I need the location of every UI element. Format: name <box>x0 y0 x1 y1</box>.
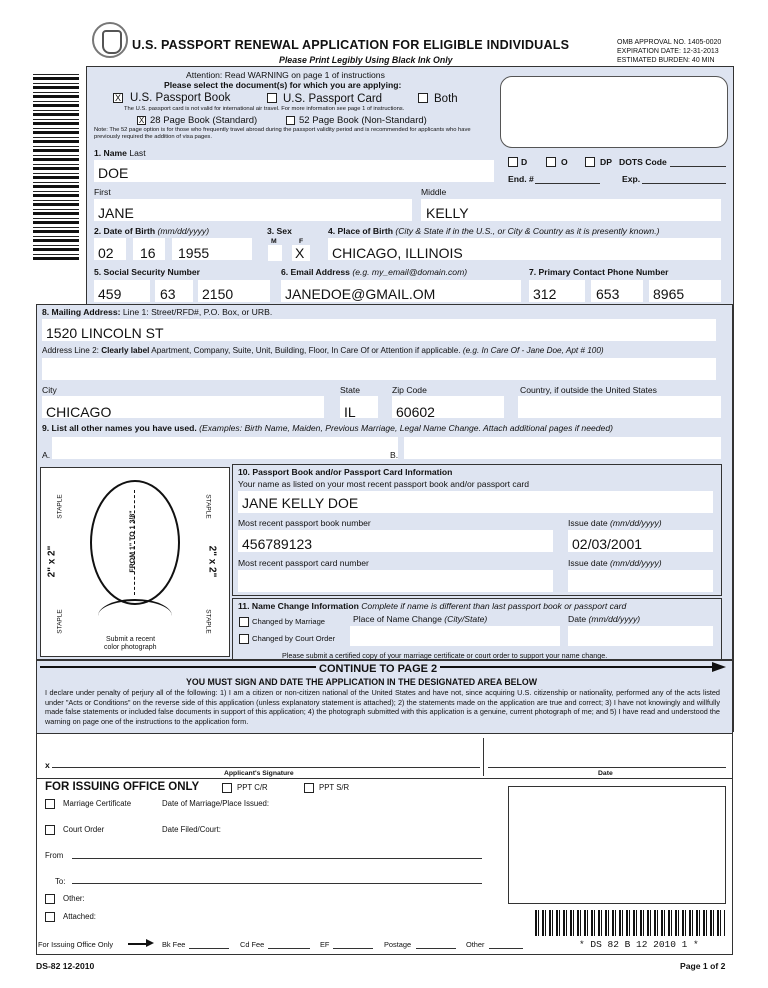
passport-card-checkbox[interactable] <box>267 93 277 103</box>
marriage-cert-checkbox[interactable] <box>45 799 55 809</box>
book-issue-label: Issue date (mm/dd/yyyy) <box>568 518 662 528</box>
first-name-label: First <box>94 187 111 197</box>
office-dp-label: DP <box>600 157 612 167</box>
postage-line[interactable] <box>416 948 456 949</box>
office-d-checkbox[interactable] <box>508 157 518 167</box>
other-checkbox[interactable] <box>45 894 55 904</box>
book-number-value: 456789123 <box>242 536 313 552</box>
form-subtitle: Please Print Legibly Using Black Ink Only <box>279 55 453 65</box>
name-change-label: 11. Name Change Information Complete if name is different than last passport book or passport card <box>238 601 627 611</box>
28-page-checkbox[interactable]: X <box>138 116 145 125</box>
court-order-label: Court Order <box>63 825 105 834</box>
sex-f-label: F <box>299 238 304 245</box>
dob-year-value: 1955 <box>178 245 210 261</box>
staple-top-right: STAPLE <box>204 494 212 519</box>
passport-card-label: U.S. Passport Card <box>283 93 383 105</box>
city-value: CHICAGO <box>46 404 112 420</box>
end-label: End. # <box>508 174 534 184</box>
28-page-label: 28 Page Book (Standard) <box>150 115 258 126</box>
continue-text: CONTINUE TO PAGE 2 <box>316 663 440 675</box>
phone-line-value: 8965 <box>653 286 685 302</box>
photo-shoulders <box>98 599 172 633</box>
end-line <box>535 183 600 184</box>
office-separator <box>36 778 733 779</box>
address-line2-label: Address Line 2: Clearly label Apartment, Company, Suite, Unit, Building, Floor, In Care Of or Attention if applicable. (e.g. In Care Of - Jane Doe, Apt # 100) <box>42 346 604 355</box>
signature-x: x <box>45 760 50 770</box>
head-size-note: FROM 1" TO 1 3/8" <box>129 510 137 573</box>
mailing-label: 8. Mailing Address: Line 1: Street/RFD#, P.O. Box, or URB. <box>42 307 273 317</box>
court-date-label: Date Filed/Court: <box>162 825 221 834</box>
signature-label: Applicant's Signature <box>224 770 294 777</box>
select-document-text: Please select the document(s) for which you are applying: <box>164 80 402 90</box>
middle-name-value: KELLY <box>426 205 469 221</box>
office-o-checkbox[interactable] <box>546 157 556 167</box>
changed-by-court-checkbox[interactable] <box>239 634 249 644</box>
office-stamp-box <box>508 786 726 904</box>
attached-checkbox[interactable] <box>45 912 55 922</box>
last-name-field[interactable] <box>94 160 494 182</box>
middle-name-label: Middle <box>421 187 447 197</box>
photo-caption-1: Submit a recent <box>106 636 156 643</box>
book-issue-value: 02/03/2001 <box>572 536 643 552</box>
fees-arrow-line <box>128 943 148 945</box>
dob-month-value: 02 <box>98 245 114 261</box>
court-order-checkbox[interactable] <box>45 825 55 835</box>
staple-bottom-left: STAPLE <box>56 609 64 634</box>
side-barcode <box>33 72 79 260</box>
ef-label: EF <box>320 940 330 949</box>
office-o-label: O <box>561 157 568 167</box>
to-label: To: <box>55 877 66 886</box>
date-change-label: Date (mm/dd/yyyy) <box>568 614 641 624</box>
last-name-value: DOE <box>98 165 129 181</box>
place-change-field[interactable] <box>350 626 560 646</box>
omb-number: OMB APPROVAL NO. 1405-0020 <box>617 39 722 46</box>
pob-value: CHICAGO, ILLINOIS <box>332 245 463 261</box>
zip-label: Zip Code <box>392 385 427 395</box>
other-name-b-label: B. <box>390 450 399 460</box>
page-number: Page 1 of 2 <box>680 961 726 971</box>
changed-by-marriage-checkbox[interactable] <box>239 617 249 627</box>
size-left: 2" x 2" <box>46 545 58 578</box>
state-label: State <box>340 385 361 395</box>
passport-book-label: U.S. Passport Book <box>130 92 231 104</box>
ppt-cr-checkbox[interactable] <box>222 783 232 793</box>
bk-fee-line[interactable] <box>189 948 229 949</box>
omb-burden: ESTIMATED BURDEN: 40 MIN <box>617 57 715 64</box>
52-page-label: 52 Page Book (Non-Standard) <box>299 115 427 126</box>
other-name-b-field[interactable] <box>404 437 721 459</box>
other-fee-label: Other <box>466 940 485 949</box>
ef-line[interactable] <box>333 948 373 949</box>
book-number-label: Most recent passport book number <box>238 518 371 528</box>
exp-line <box>642 183 726 184</box>
omb-expiration: EXPIRATION DATE: 12-31-2013 <box>617 48 719 55</box>
fees-arrow-icon <box>146 939 154 947</box>
other-names-label: 9. List all other names you have used. (Examples: Birth Name, Maiden, Previous Marriage, Legal Name Change. Attach additional pages if needed) <box>42 423 613 433</box>
marriage-date-label: Date of Marriage/Place Issued: <box>162 799 270 808</box>
passport-name-hint: Your name as listed on your most recent passport book and/or passport card <box>238 479 530 489</box>
passport-name-value: JANE KELLY DOE <box>242 495 359 511</box>
name-section-label: 1. Name Last <box>94 148 146 158</box>
52-page-checkbox[interactable] <box>286 116 295 125</box>
card-issue-field[interactable] <box>568 570 713 592</box>
name-change-note: Please submit a certified copy of your marriage certificate or court order to support your name change. <box>282 651 608 660</box>
ppt-cr-label: PPT C/R <box>237 783 268 792</box>
card-number-field[interactable] <box>238 570 553 592</box>
place-change-label: Place of Name Change (City/State) <box>353 614 488 624</box>
ppt-sr-checkbox[interactable] <box>304 783 314 793</box>
office-d-label: D <box>521 157 528 167</box>
ssn-label: 5. Social Security Number <box>94 267 201 277</box>
dob-day-value: 16 <box>140 245 156 261</box>
office-title: FOR ISSUING OFFICE ONLY <box>45 781 200 793</box>
dob-label: 2. Date of Birth (mm/dd/yyyy) <box>94 226 210 236</box>
address-line1-value: 1520 LINCOLN ST <box>46 325 164 341</box>
signature-line[interactable] <box>52 767 480 768</box>
phone-prefix-value: 653 <box>596 286 620 302</box>
form-barcode <box>535 910 725 936</box>
passport-book-checkbox[interactable]: X <box>114 93 121 103</box>
declaration-text: I declare under penalty of perjury all of the following: 1) I am a citizen or non-citizen national of the United States and have not, since acquiring U.S. citizenship or nationality, performed any of the acts listed under "Acts or Conditions" on the reverse side of this application (unless explanatory statement is attached); 2) the statements made on the application are true and correct; 3) I have not knowingly and willfully made false statements or included false documents in support of this application; 4) the photograph submitted with this application is a genuine, current photograph of me; and 5) I have read and understood the warning on page one of the instructions to the application form. <box>45 688 720 726</box>
dots-code-label: DOTS Code <box>619 157 667 167</box>
other-label: Other: <box>63 894 85 903</box>
fees-label: For Issuing Office Only <box>38 940 114 949</box>
continue-arrow-icon <box>712 662 726 672</box>
date-line[interactable] <box>488 767 726 768</box>
both-label: Both <box>434 93 458 105</box>
state-value: IL <box>344 404 356 420</box>
attached-label: Attached: <box>63 912 96 921</box>
date-change-field[interactable] <box>568 626 713 646</box>
from-label: From <box>45 851 64 860</box>
date-label: Date <box>598 770 613 777</box>
card-note: The U.S. passport card is not valid for international air travel. For more information see page 1 of instructions. <box>124 106 405 112</box>
bk-fee-label: Bk Fee <box>162 940 186 949</box>
country-field[interactable] <box>518 396 721 418</box>
office-dp-checkbox[interactable] <box>585 157 595 167</box>
postage-label: Postage <box>384 940 412 949</box>
country-label: Country, if outside the United States <box>520 385 657 395</box>
us-seal-icon <box>92 22 128 58</box>
pob-label: 4. Place of Birth (City & State if in the U.S., or City & Country as it is presently known.) <box>328 226 660 236</box>
barcode-text: * DS 82 B 12 2010 1 * <box>579 939 699 950</box>
email-label: 6. Email Address (e.g. my_email@domain.com) <box>281 267 468 277</box>
address-line2-field[interactable] <box>42 358 716 380</box>
changed-by-court-label: Changed by Court Order <box>252 634 336 643</box>
cd-fee-line[interactable] <box>268 948 310 949</box>
card-number-label: Most recent passport card number <box>238 558 369 568</box>
both-checkbox[interactable] <box>418 93 428 103</box>
staple-bottom-right: STAPLE <box>204 609 212 634</box>
ssn-part2-value: 63 <box>160 286 176 302</box>
ssn-part3-value: 2150 <box>202 286 234 302</box>
form-title: U.S. PASSPORT RENEWAL APPLICATION FOR ELIGIBLE INDIVIDUALS <box>132 38 570 52</box>
sex-f-mark: X <box>295 245 305 261</box>
to-line[interactable] <box>72 883 482 884</box>
cd-fee-label: Cd Fee <box>240 940 265 949</box>
staple-top-left: STAPLE <box>56 494 64 519</box>
exp-label: Exp. <box>622 174 641 184</box>
dots-code-line <box>670 166 726 167</box>
card-issue-label: Issue date (mm/dd/yyyy) <box>568 558 662 568</box>
page-option-note: Note: The 52 page option is for those who frequently travel abroad during the passport validity period and is recommended for applicants who have previously required the addition of visa pages. <box>94 127 471 140</box>
sex-m-box[interactable] <box>268 245 282 261</box>
other-name-a-label: A. <box>42 450 51 460</box>
phone-area-value: 312 <box>533 286 557 302</box>
ssn-part1-value: 459 <box>98 286 122 302</box>
sex-m-label: M <box>271 238 277 245</box>
attention-text: Attention: Read WARNING on page 1 of instructions <box>186 70 385 80</box>
office-photo-box <box>500 76 728 148</box>
sex-label: 3. Sex <box>267 226 292 236</box>
size-right: 2" x 2" <box>206 545 218 578</box>
omb-block <box>617 38 721 65</box>
marriage-cert-label: Marriage Certificate <box>63 799 132 808</box>
photo-caption-2: color photograph <box>104 644 157 651</box>
zip-value: 60602 <box>396 404 435 420</box>
other-fee-line[interactable] <box>489 948 523 949</box>
from-line[interactable] <box>72 858 482 859</box>
other-name-a-field[interactable] <box>52 437 398 459</box>
ppt-sr-label: PPT S/R <box>319 783 350 792</box>
first-name-field[interactable] <box>94 199 412 221</box>
changed-by-marriage-label: Changed by Marriage <box>252 617 326 626</box>
city-label: City <box>42 385 57 395</box>
passport-info-label: 10. Passport Book and/or Passport Card Information <box>238 467 453 477</box>
phone-label: 7. Primary Contact Phone Number <box>529 267 669 277</box>
signature-divider <box>483 738 484 776</box>
first-name-value: JANE <box>98 205 134 221</box>
email-value: JANEDOE@GMAIL.OM <box>285 286 436 302</box>
form-id: DS-82 12-2010 <box>36 961 95 971</box>
sign-notice: YOU MUST SIGN AND DATE THE APPLICATION IN THE DESIGNATED AREA BELOW <box>186 677 538 687</box>
